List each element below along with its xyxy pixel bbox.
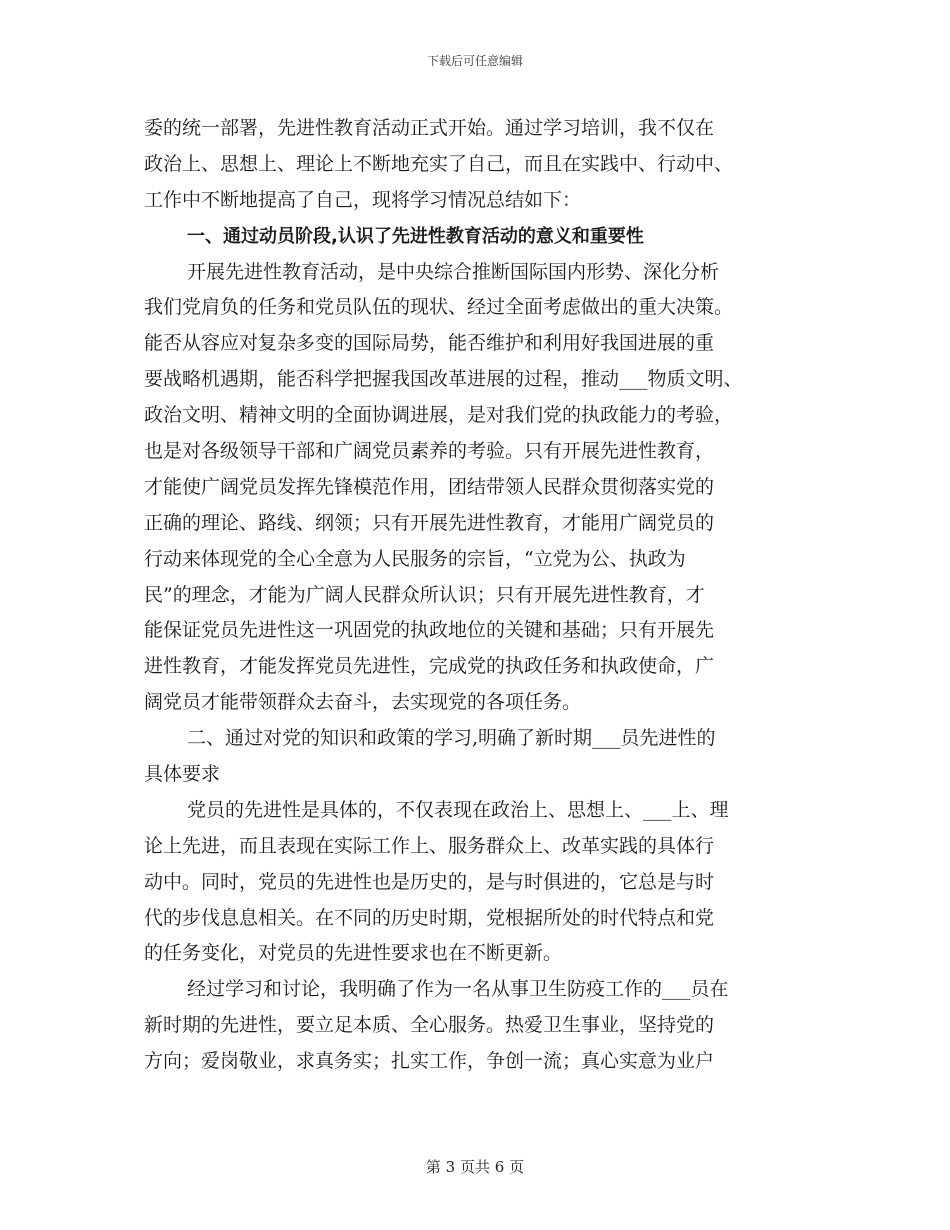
text-line: 工作中不断地提高了自己，现将学习情况总结如下： [144, 188, 582, 211]
text-line: 党员的先进性是具体的，不仅表现在政治上、思想上、___上、理 [187, 798, 729, 821]
text-line: 行动来体现党的全心全意为人民服务的宗旨，“立党为公、执政为 [144, 547, 686, 570]
text-line: 政治文明、精神文明的全面协调进展，是对我们党的执政能力的考验， [144, 404, 734, 427]
text-line: 二、通过对党的知识和政策的学习,明确了新时期___员先进性的 [187, 727, 716, 750]
section-heading: 一、通过动员阶段,认识了先进性教育活动的意义和重要性 [187, 225, 644, 247]
text-line: 政治上、思想上、理论上不断地充实了自己，而且在实践中、行动中、 [144, 152, 734, 175]
text-line: 开展先进性教育活动，是中央综合推断国际国内形势、深化分析 [187, 260, 720, 283]
text-line: 方向；爱岗敬业，求真务实；扎实工作，争创一流；真心实意为业户 [144, 1050, 715, 1073]
text-line: 新时期的先进性，要立足本质、全心服务。热爱卫生事业，坚持党的 [144, 1014, 715, 1037]
text-line: 阔党员才能带领群众去奋斗，去实现党的各项任务。 [144, 691, 582, 714]
text-line: 经过学习和讨论，我明确了作为一名从事卫生防疫工作的___员在 [187, 978, 729, 1001]
text-line: 要战略机遇期，能否科学把握我国改革进展的过程，推动___物质文明、 [144, 368, 743, 391]
text-line: 能保证党员先进性这一巩固党的执政地位的关键和基础；只有开展先 [144, 619, 715, 642]
document-body [144, 111, 812, 1080]
text-line: 我们党肩负的任务和党员队伍的现状、经过全面考虑做出的重大决策。 [144, 296, 734, 319]
text-line: 代的步伐息息相关。在不同的历史时期，党根据所处的时代特点和党 [144, 906, 715, 929]
page-header: 下载后可任意编辑 [426, 54, 523, 68]
text-line: 也是对各级领导干部和广阔党员素养的考验。只有开展先进性教育， [144, 440, 715, 463]
page-footer: 第 3 页共 6 页 [425, 1158, 525, 1176]
text-line: 论上先进，而且表现在实际工作上、服务群众上、改革实践的具体行 [144, 834, 715, 857]
text-line: 进性教育，才能发挥党员先进性，完成党的执政任务和执政使命，广 [144, 655, 715, 678]
text-line: 能否从容应对复杂多变的国际局势，能否维护和利用好我国进展的重 [144, 332, 715, 355]
text-line: 动中。同时，党员的先进性也是历史的，是与时俱进的，它总是与时 [144, 870, 715, 893]
text-line: 民”的理念，才能为广阔人民群众所认识；只有开展先进性教育，才 [144, 583, 705, 606]
text-line: 委的统一部署，先进性教育活动正式开始。通过学习培训，我不仅在 [144, 117, 715, 139]
text-line: 才能使广阔党员发挥先锋模范作用，团结带领人民群众贯彻落实党的 [144, 475, 715, 498]
text-line: 具体要求 [144, 763, 221, 786]
text-line: 正确的理论、路线、纲领；只有开展先进性教育，才能用广阔党员的 [144, 511, 715, 534]
text-line: 的任务变化，对党员的先进性要求也在不断更新。 [144, 942, 563, 965]
